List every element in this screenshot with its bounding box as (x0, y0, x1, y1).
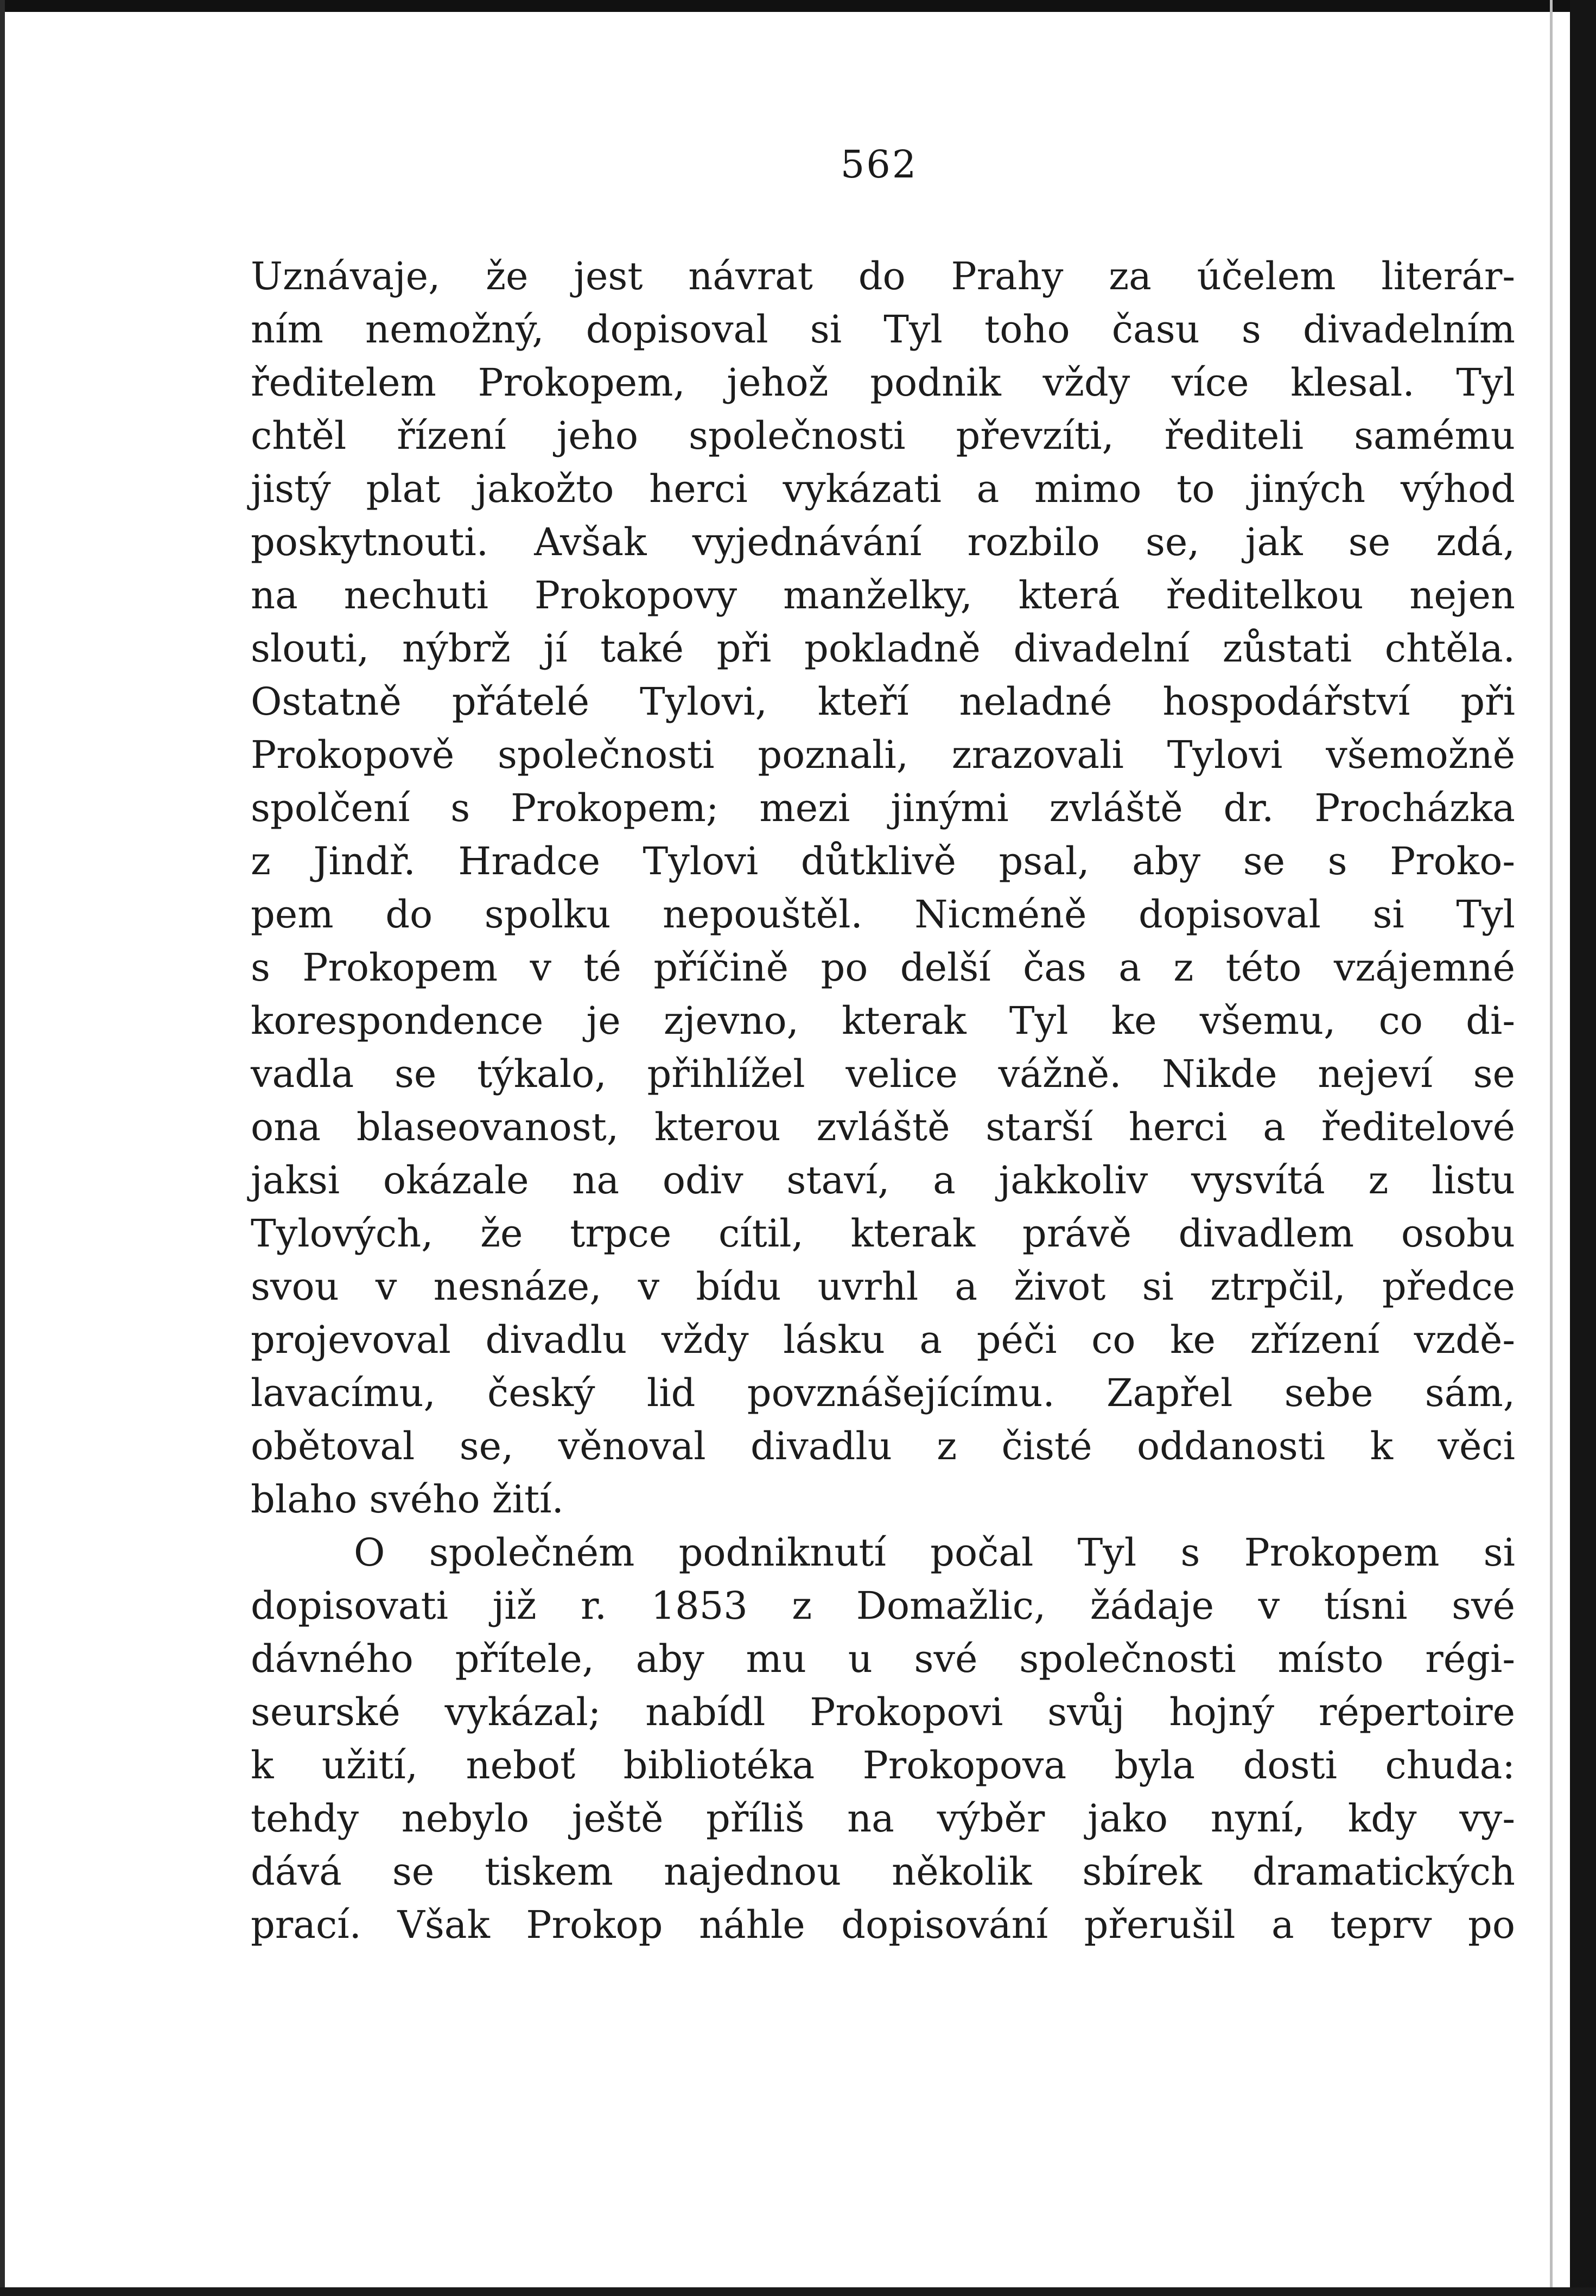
text-line: jaksi okázale na odiv staví, a jakkoliv vysvítá z listu (251, 1158, 1515, 1203)
text-line: spolčení s Prokopem; mezi jinými zvláště dr. Procházka (251, 786, 1515, 830)
text-line: ředitelem Prokopem, jehož podnik vždy více klesal. Tyl (251, 360, 1515, 405)
text-line: jistý plat jakožto herci vykázati a mimo to jiných výhod (251, 467, 1515, 511)
text-line: na nechuti Prokopovy manželky, která ředitelkou nejen (251, 573, 1515, 618)
text-line: pem do spolku nepouštěl. Nicméně dopisoval si Tyl (251, 892, 1515, 937)
text-line: dopisovati již r. 1853 z Domažlic, žádaje v tísni své (251, 1583, 1515, 1628)
text-line: Ostatně přátelé Tylovi, kteří neladné hospodářství při (251, 679, 1515, 724)
scan-edge-bottom (0, 2287, 1596, 2296)
text-line: z Jindř. Hradce Tylovi důtklivě psal, aby se s Proko- (251, 839, 1515, 883)
text-line: dává se tiskem najednou několik sbírek dramatických (251, 1849, 1515, 1894)
text-line: chtěl řízení jeho společnosti převzíti, řediteli samému (251, 414, 1515, 458)
text-line: seurské vykázal; nabídl Prokopovi svůj hojný répertoire (251, 1690, 1515, 1734)
text-line: Prokopově společnosti poznali, zrazovali Tylovi všemožně (251, 733, 1515, 777)
text-line: slouti, nýbrž jí také při pokladně divadelní zůstati chtěla. (251, 626, 1515, 671)
scan-edge-left (0, 0, 5, 2296)
text-line: projevoval divadlu vždy lásku a péči co ke zřízení vzdě- (251, 1318, 1515, 1362)
text-line: lavacímu, český lid povznášejícímu. Zapřel sebe sám, (251, 1371, 1515, 1415)
text-line: prací. Však Prokop náhle dopisování přerušil a teprv po (251, 1903, 1515, 1947)
text-line: svou v nesnáze, v bídu uvrhl a život si ztrpčil, předce (251, 1264, 1515, 1309)
text-line: vadla se týkalo, přihlížel velice vážně. Nikde nejeví se (251, 1052, 1515, 1096)
scan-edge-right (1570, 0, 1596, 2296)
page-number: 562 (840, 142, 918, 187)
text-line: poskytnouti. Avšak vyjednávání rozbilo se, jak se zdá, (251, 520, 1515, 564)
text-line: korespondence je zjevno, kterak Tyl ke všemu, co di- (251, 998, 1515, 1043)
body-text (251, 250, 1515, 1951)
text-line: tehdy nebylo ještě příliš na výběr jako nyní, kdy vy- (251, 1796, 1515, 1841)
text-line-paragraph-end: blaho svého žití. (251, 1477, 564, 1522)
text-line: s Prokopem v té příčině po delší čas a z této vzájemné (251, 945, 1515, 990)
text-line: Uznávaje, že jest návrat do Prahy za účelem literár- (251, 254, 1515, 298)
text-line-paragraph-start: O společném podniknutí počal Tyl s Prokopem si (354, 1530, 1515, 1575)
text-line: k užití, neboť bibliotéka Prokopova byla dosti chuda: (251, 1743, 1515, 1788)
text-line: obětoval se, věnoval divadlu z čisté oddanosti k věci (251, 1424, 1515, 1468)
scan-edge-top (0, 0, 1596, 12)
text-line: Tylových, že trpce cítil, kterak právě divadlem osobu (251, 1211, 1515, 1256)
text-line: ona blaseovanost, kterou zvláště starší herci a ředitelové (251, 1105, 1515, 1149)
scan-edge-right-line (1550, 0, 1553, 2296)
text-line: ním nemožný, dopisoval si Tyl toho času s divadelním (251, 307, 1515, 352)
text-line: dávného přítele, aby mu u své společnosti místo régi- (251, 1637, 1515, 1681)
